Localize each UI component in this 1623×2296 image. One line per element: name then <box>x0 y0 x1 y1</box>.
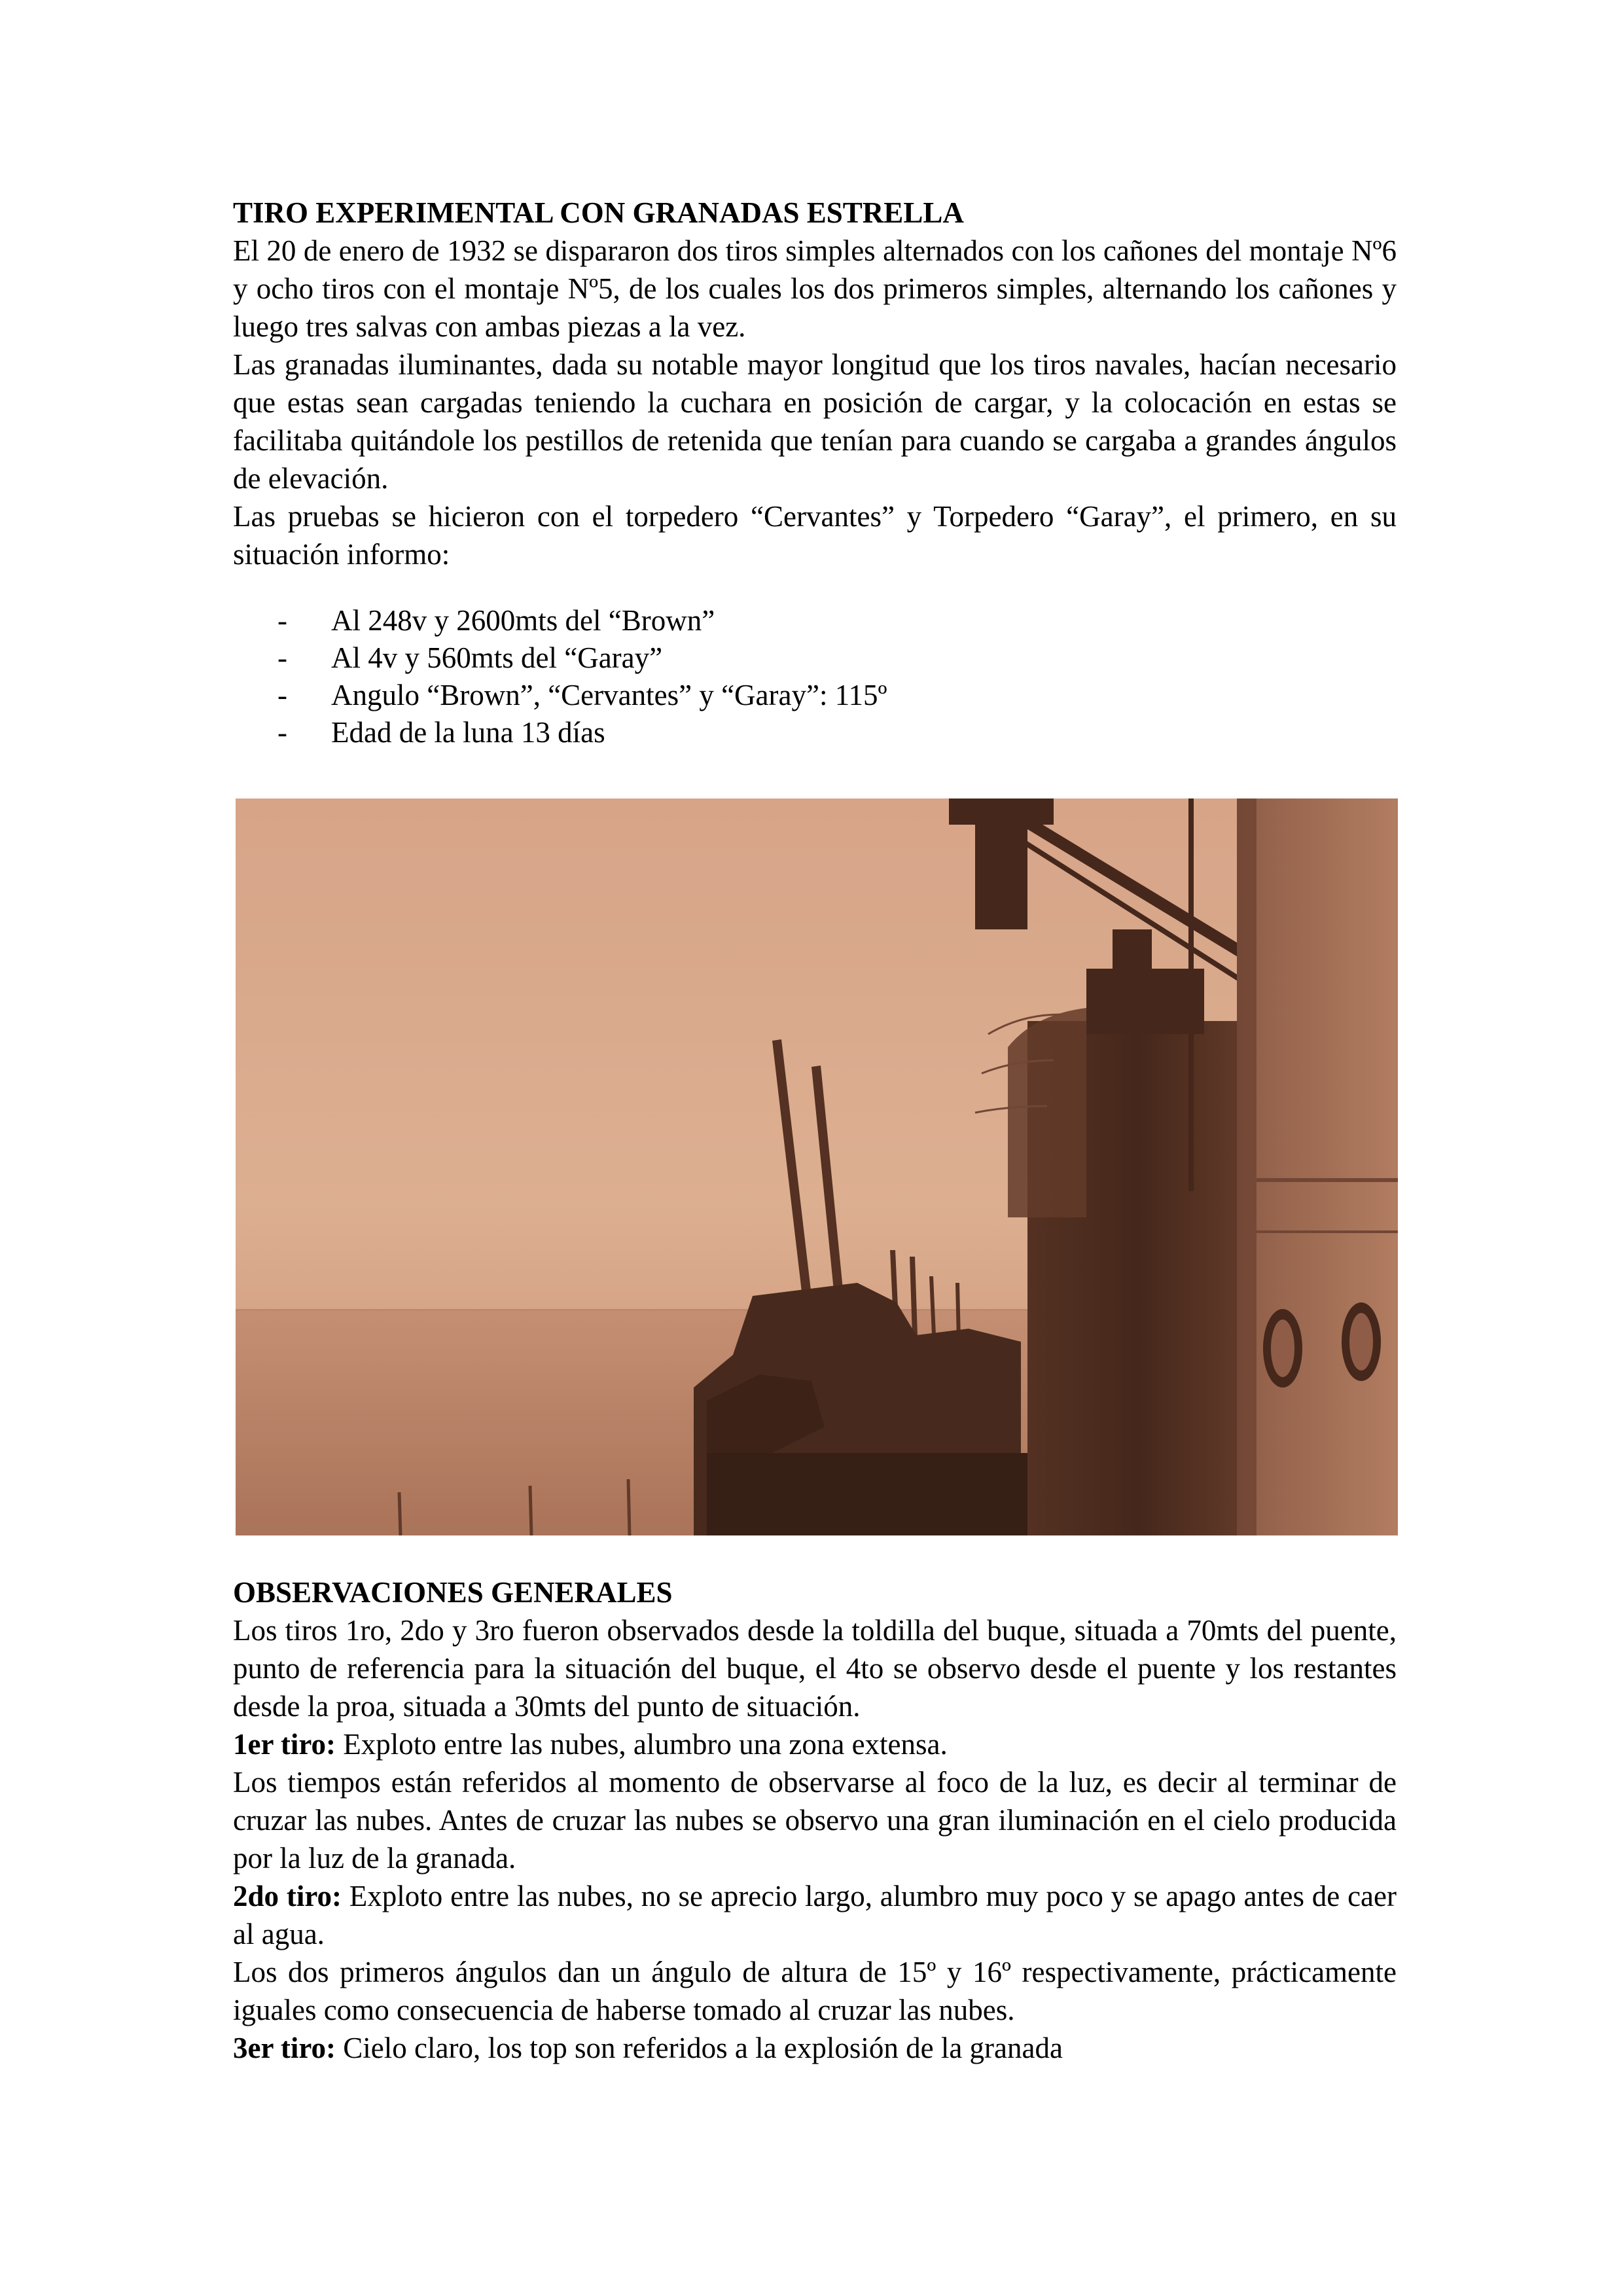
section-1-heading: TIRO EXPERIMENTAL CON GRANADAS ESTRELLA <box>233 196 964 229</box>
shot-1-note: Los tiempos están referidos al momento de observarse al foco de la luz, es decir al terminar de cruzar las nubes. Antes de cruzar las nubes se observo una gran iluminación en el cielo producida por la luz de la granada. <box>233 1766 1397 1874</box>
report-list <box>233 602 1397 751</box>
list-item: - Al 4v y 560mts del “Garay” <box>233 639 1397 677</box>
shot-3 <box>233 2029 1397 2067</box>
list-marker: - <box>277 641 287 674</box>
shot-2 <box>233 1877 1397 1953</box>
section-2-heading: OBSERVACIONES GENERALES <box>233 1576 673 1609</box>
list-marker: - <box>277 716 287 749</box>
paragraph-3: Las pruebas se hicieron con el torpedero “Cervantes” y Torpedero “Garay”, el primero, en su situación informo: <box>233 500 1397 571</box>
shot-2-note: Los dos primeros ángulos dan un ángulo de altura de 15º y 16º respectivamente, prácticamente iguales como consecuencia de haberse tomado al cruzar las nubes. <box>233 1956 1397 2026</box>
photo-image <box>236 798 1398 1535</box>
section-2 <box>233 1573 1397 2067</box>
list-item: - Al 248v y 2600mts del “Brown” <box>233 602 1397 639</box>
warship-deck-guns-photo <box>236 798 1398 1535</box>
list-item: - Angulo “Brown”, “Cervantes” y “Garay”: 115º <box>233 677 1397 714</box>
observations-intro: Los tiros 1ro, 2do y 3ro fueron observados desde la toldilla del buque, situada a 70mts del puente, punto de referencia para la situación del buque, el 4to se observo desde el puente y los restantes desde la proa, situada a 30mts del punto de situación. <box>233 1614 1397 1723</box>
list-marker: - <box>277 604 287 637</box>
list-marker: - <box>277 679 287 711</box>
paragraph-2: Las granadas iluminantes, dada su notable mayor longitud que los tiros navales, hacían necesario que estas sean cargadas teniendo la cuchara en posición de cargar, y la colocación en estas se facilitaba quitándole los pestillos de retenida que tenían para cuando se cargaba a grandes ángulos de elevación. <box>233 348 1397 495</box>
section-1 <box>233 194 1397 751</box>
shot-1-text: Exploto entre las nubes, alumbro una zona extensa. <box>336 1728 948 1761</box>
shot-1 <box>233 1725 1397 1763</box>
list-item: - Edad de la luna 13 días <box>233 714 1397 751</box>
shot-2-text: Exploto entre las nubes, no se aprecio largo, alumbro muy poco y se apago antes de caer al agua. <box>233 1880 1397 1950</box>
shot-3-text: Cielo claro, los top son referidos a la explosión de la granada <box>336 2032 1063 2064</box>
paragraph-1: El 20 de enero de 1932 se dispararon dos tiros simples alternados con los cañones del montaje Nº6 y ocho tiros con el montaje Nº5, de los cuales los dos primeros simples, alternando los cañones y luego tres salvas con ambas piezas a la vez. <box>233 234 1397 343</box>
shot-1-label: 1er tiro: <box>233 1728 336 1761</box>
shot-3-label: 3er tiro: <box>233 2032 336 2064</box>
shot-2-label: 2do tiro: <box>233 1880 342 1912</box>
